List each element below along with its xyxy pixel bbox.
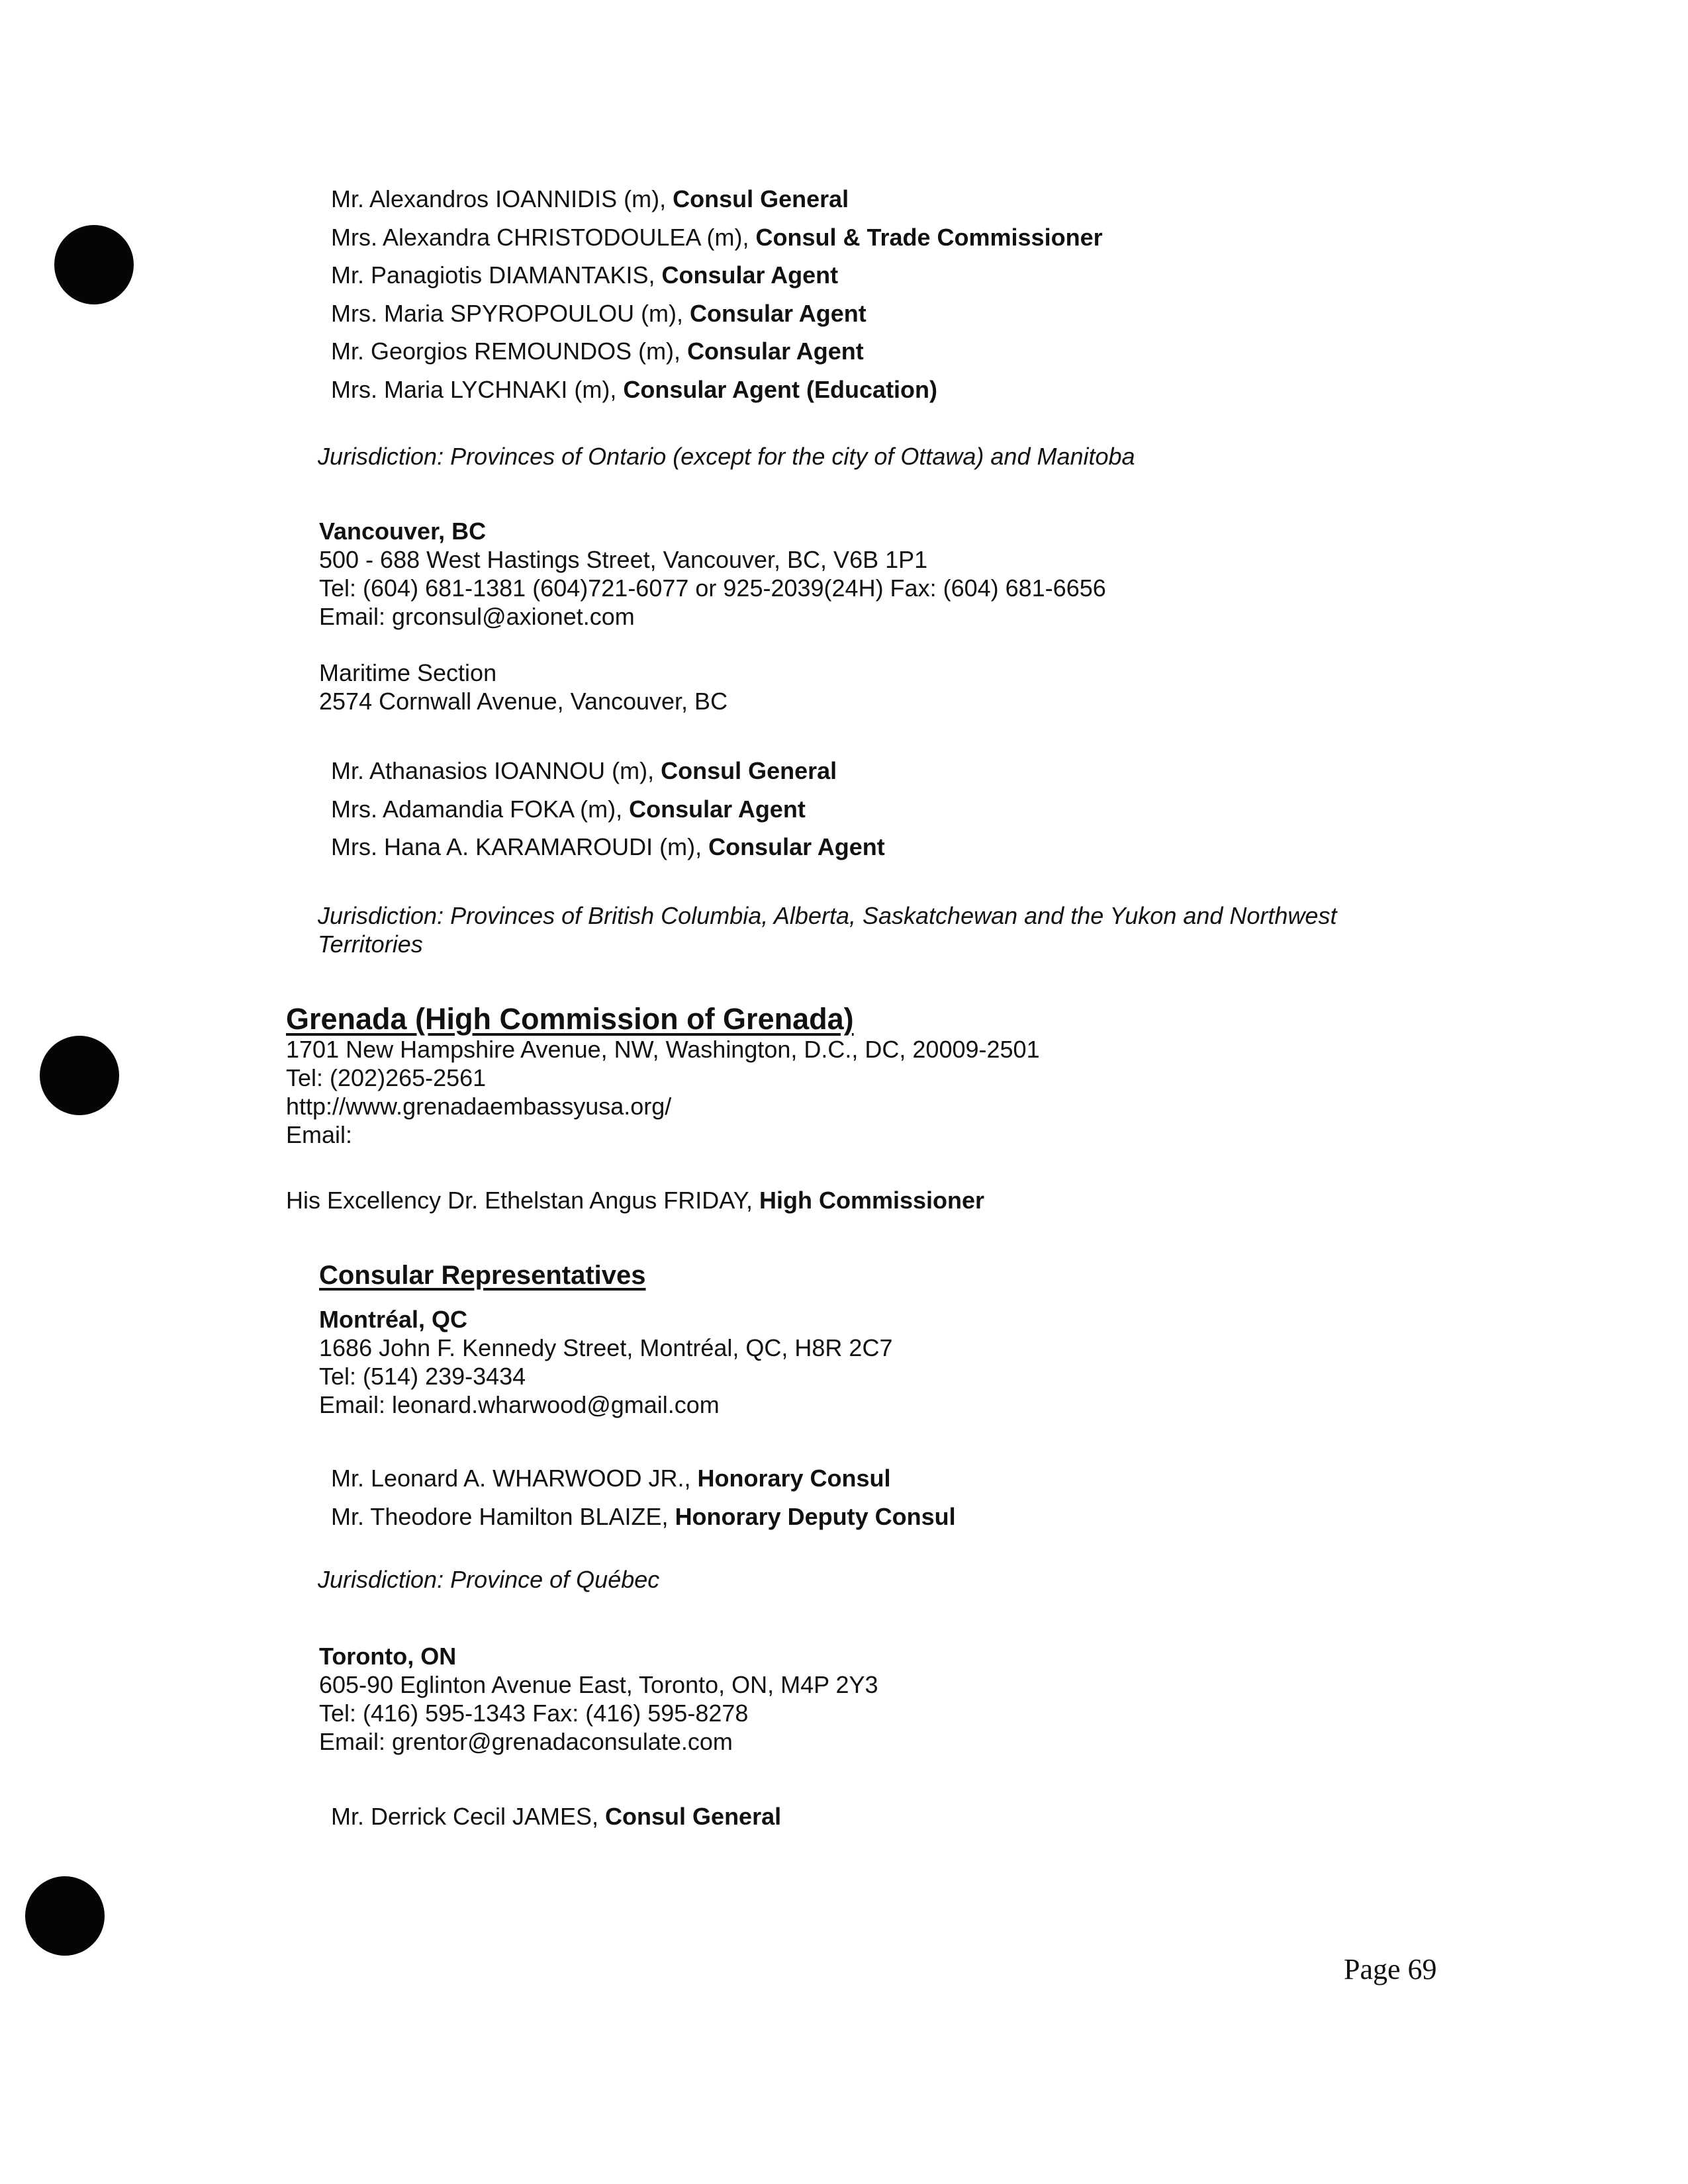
staff-title: Consul & Trade Commissioner bbox=[755, 223, 1103, 251]
toronto-address-block bbox=[319, 1642, 878, 1756]
staff-entry bbox=[331, 256, 1103, 295]
staff-entry bbox=[331, 828, 885, 866]
staff-list-montreal bbox=[331, 1459, 956, 1535]
staff-name: Mr. Derrick Cecil JAMES, bbox=[331, 1803, 606, 1830]
head-name: His Excellency Dr. Ethelstan Angus FRIDAY, bbox=[286, 1187, 759, 1214]
montreal-address: 1686 John F. Kennedy Street, Montréal, QC, H8R 2C7 bbox=[319, 1334, 893, 1361]
grenada-email: Email: bbox=[286, 1121, 353, 1148]
staff-name: Mr. Leonard A. WHARWOOD JR., bbox=[331, 1465, 698, 1492]
jurisdiction-quebec: Jurisdiction: Province of Québec bbox=[318, 1566, 660, 1593]
vancouver-address: 500 - 688 West Hastings Street, Vancouver, BC, V6B 1P1 bbox=[319, 546, 928, 573]
staff-title: Consular Agent bbox=[629, 795, 806, 823]
staff-title: Honorary Deputy Consul bbox=[675, 1502, 956, 1530]
punch-hole-top bbox=[54, 225, 134, 304]
staff-entry bbox=[331, 371, 1103, 409]
staff-title: Consul General bbox=[661, 757, 837, 784]
grenada-head-of-mission bbox=[286, 1186, 984, 1214]
staff-list-vancouver bbox=[331, 752, 885, 866]
staff-title: Consular Agent bbox=[661, 261, 839, 289]
staff-title: Consular Agent bbox=[690, 299, 867, 327]
staff-name: Mr. Alexandros IOANNIDIS (m), bbox=[331, 185, 673, 212]
staff-entry bbox=[331, 790, 885, 829]
grenada-address-block bbox=[286, 1035, 1040, 1149]
jurisdiction-ontario-manitoba: Jurisdiction: Provinces of Ontario (except for the city of Ottawa) and Manitoba bbox=[318, 443, 1135, 470]
staff-entry bbox=[331, 218, 1103, 257]
staff-title: Consular Agent bbox=[687, 338, 864, 365]
staff-title: Consular Agent bbox=[708, 833, 885, 860]
staff-list-greece-toronto bbox=[331, 180, 1103, 408]
staff-name: Mr. Athanasios IOANNOU (m), bbox=[331, 757, 661, 784]
staff-title: Consul General bbox=[605, 1803, 782, 1830]
montreal-address-block bbox=[319, 1305, 892, 1419]
grenada-website-link[interactable]: http://www.grenadaembassyusa.org/ bbox=[286, 1093, 672, 1120]
staff-name: Mrs. Adamandia FOKA (m), bbox=[331, 795, 630, 823]
staff-name: Mrs. Maria SPYROPOULOU (m), bbox=[331, 299, 690, 327]
consular-representatives-heading: Consular Representatives bbox=[319, 1261, 646, 1290]
staff-name: Mrs. Hana A. KARAMAROUDI (m), bbox=[331, 833, 709, 860]
staff-entry bbox=[331, 180, 1103, 218]
staff-entry bbox=[331, 1797, 781, 1836]
staff-name: Mrs. Alexandra CHRISTODOULEA (m), bbox=[331, 223, 756, 251]
maritime-section-block bbox=[319, 659, 727, 715]
toronto-address: 605-90 Eglinton Avenue East, Toronto, ON, M4P 2Y3 bbox=[319, 1671, 878, 1698]
toronto-heading: Toronto, ON bbox=[319, 1643, 457, 1670]
staff-entry bbox=[331, 1498, 956, 1536]
staff-entry bbox=[331, 332, 1103, 371]
jurisdiction-line: Jurisdiction: Provinces of British Columbia, Alberta, Saskatchewan and the Yukon and Northwest bbox=[318, 902, 1337, 929]
staff-title: Honorary Consul bbox=[697, 1465, 891, 1492]
vancouver-heading: Vancouver, BC bbox=[319, 518, 487, 545]
vancouver-address-block bbox=[319, 517, 1106, 631]
staff-entry bbox=[331, 752, 885, 790]
staff-entry bbox=[331, 1459, 956, 1498]
punch-hole-middle bbox=[40, 1036, 119, 1115]
staff-entry bbox=[331, 295, 1103, 333]
staff-name: Mr. Theodore Hamilton BLAIZE, bbox=[331, 1502, 675, 1530]
vancouver-email: Email: grconsul@axionet.com bbox=[319, 603, 635, 630]
punch-hole-bottom bbox=[25, 1876, 105, 1956]
montreal-heading: Montréal, QC bbox=[319, 1306, 468, 1333]
toronto-tel: Tel: (416) 595-1343 Fax: (416) 595-8278 bbox=[319, 1700, 749, 1727]
maritime-address: 2574 Cornwall Avenue, Vancouver, BC bbox=[319, 688, 728, 715]
jurisdiction-western-provinces bbox=[318, 901, 1336, 958]
staff-list-toronto bbox=[331, 1797, 781, 1836]
staff-title: Consular Agent (Education) bbox=[623, 375, 938, 403]
staff-name: Mr. Panagiotis DIAMANTAKIS, bbox=[331, 261, 662, 289]
grenada-tel: Tel: (202)265-2561 bbox=[286, 1064, 487, 1091]
toronto-email: Email: grentor@grenadaconsulate.com bbox=[319, 1728, 733, 1755]
grenada-heading: Grenada (High Commission of Grenada) bbox=[286, 1002, 854, 1036]
staff-title: Consul General bbox=[673, 185, 849, 212]
montreal-tel: Tel: (514) 239-3434 bbox=[319, 1363, 526, 1390]
jurisdiction-line: Territories bbox=[318, 931, 423, 958]
montreal-email: Email: leonard.wharwood@gmail.com bbox=[319, 1391, 720, 1418]
maritime-title: Maritime Section bbox=[319, 659, 497, 686]
head-title: High Commissioner bbox=[759, 1187, 985, 1214]
vancouver-tel: Tel: (604) 681-1381 (604)721-6077 or 925-2039(24H) Fax: (604) 681-6656 bbox=[319, 574, 1106, 602]
page-number: Page 69 bbox=[1344, 1953, 1437, 1985]
staff-name: Mrs. Maria LYCHNAKI (m), bbox=[331, 375, 624, 403]
staff-name: Mr. Georgios REMOUNDOS (m), bbox=[331, 338, 688, 365]
grenada-address: 1701 New Hampshire Avenue, NW, Washington, D.C., DC, 20009-2501 bbox=[286, 1036, 1040, 1063]
